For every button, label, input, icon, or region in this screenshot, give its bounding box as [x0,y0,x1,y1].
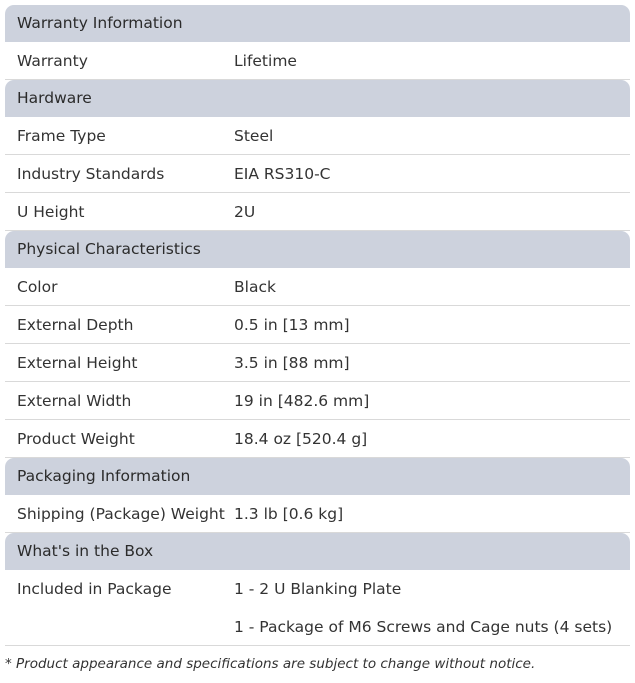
section-whats-in-the-box [5,533,630,646]
spec-value: EIA RS310-C [234,164,331,183]
spec-label: External Depth [17,315,134,334]
spec-row-shipping-weight [5,495,630,533]
spec-label: Warranty [17,51,88,70]
spec-value: Steel [234,126,274,145]
spec-value: 0.5 in [13 mm] [234,315,350,334]
spec-label: Included in Package [17,580,172,598]
section-header: What's in the Box [5,533,630,570]
spec-row-industry-standards [5,155,630,193]
spec-value: Lifetime [234,51,297,70]
spec-row-product-weight [5,420,630,458]
spec-label: Industry Standards [17,164,165,183]
disclaimer-footnote: * Product appearance and specifications are subject to change without notice. [5,656,536,672]
spec-row-warranty [5,42,630,80]
spec-label: Shipping (Package) Weight [17,504,225,523]
spec-row-included-in-package [5,570,630,646]
section-packaging-information [5,458,630,533]
spec-value: 19 in [482.6 mm] [234,391,370,410]
spec-label: U Height [17,202,85,221]
section-header: Warranty Information [5,5,630,42]
spec-label: External Width [17,391,132,410]
section-physical-characteristics [5,231,630,458]
spec-row-external-width [5,382,630,420]
spec-value: Black [234,277,276,296]
spec-row-color [5,268,630,306]
spec-value: 2U [234,202,256,221]
spec-row-u-height [5,193,630,231]
spec-label: External Height [17,353,138,372]
spec-value-list [234,570,630,645]
spec-value: 3.5 in [88 mm] [234,353,350,372]
section-header: Physical Characteristics [5,231,630,268]
section-header: Packaging Information [5,458,630,495]
spec-row-external-depth [5,306,630,344]
spec-value: 1 - 2 U Blanking Plate [234,580,402,598]
section-warranty-information [5,5,630,80]
spec-value: 1 - Package of M6 Screws and Cage nuts (4 sets) [234,618,613,636]
spec-label: Product Weight [17,429,135,448]
spec-row-frame-type [5,117,630,155]
spec-label: Frame Type [17,126,106,145]
spec-row-external-height [5,344,630,382]
spec-value: 1.3 lb [0.6 kg] [234,504,344,523]
spec-label: Color [17,277,58,296]
section-hardware [5,80,630,231]
spec-value: 18.4 oz [520.4 g] [234,429,368,448]
section-header: Hardware [5,80,630,117]
